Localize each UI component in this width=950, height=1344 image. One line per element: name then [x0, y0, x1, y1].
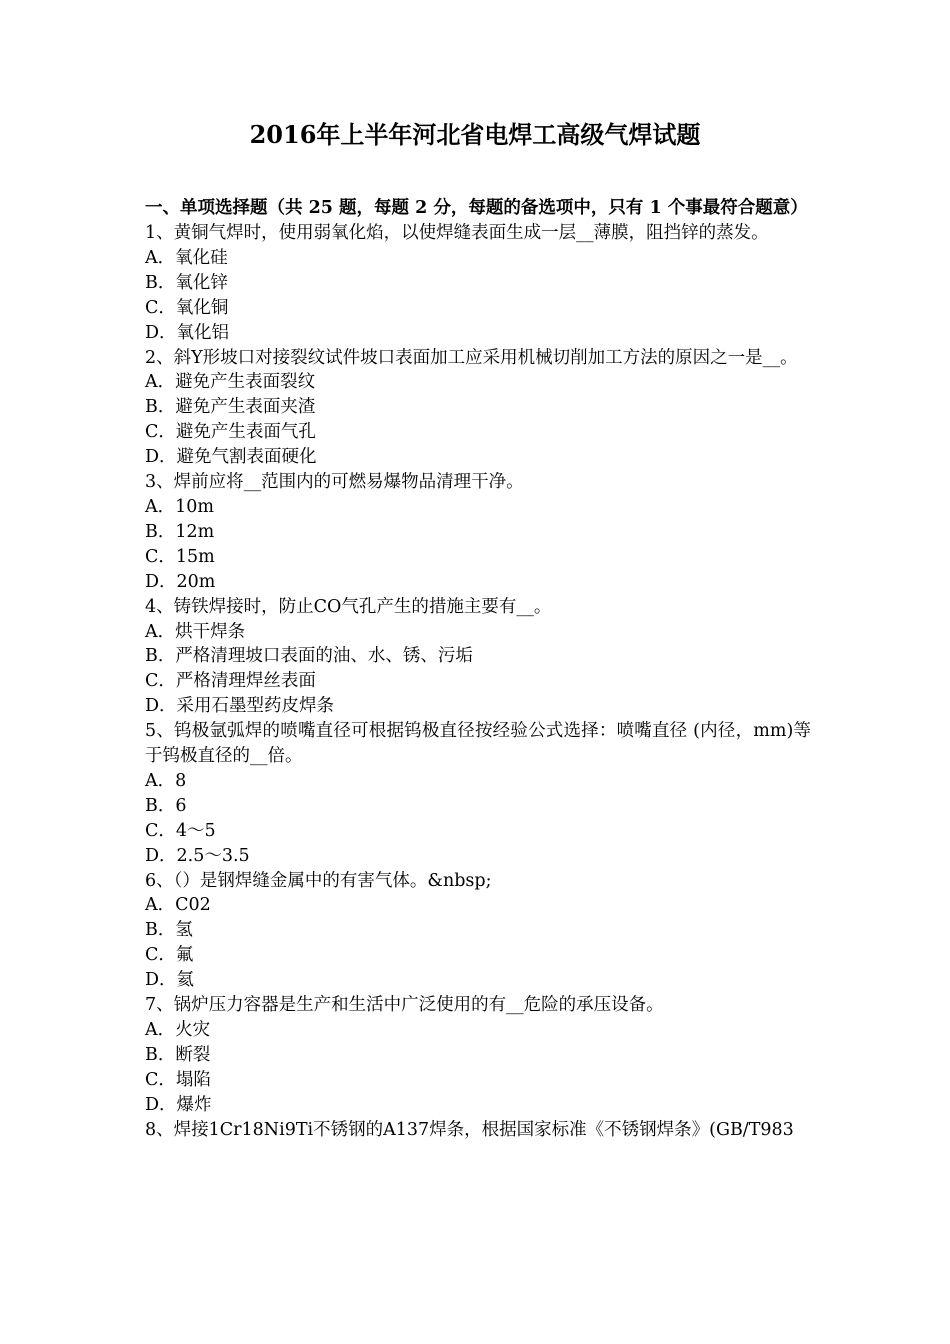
question-8 [145, 1118, 811, 1143]
option-a: A．C02 [145, 895, 211, 916]
question-stem: 3、焊前应将__范围内的可燃易爆物品清理干净。 [145, 472, 524, 493]
option-a: A．火灾 [145, 1020, 211, 1040]
option-a: A．烘干焊条 [145, 621, 246, 642]
option-c: C．氟 [145, 945, 194, 966]
option-b: B．严格清理坡口表面的油、水、锈、污垢 [145, 646, 473, 667]
option-b: B．避免产生表面夹渣 [145, 397, 316, 418]
option-a: A．避免产生表面裂纹 [145, 372, 316, 393]
question-1 [145, 221, 811, 346]
question-2 [145, 346, 811, 471]
option-d: D．避免气割表面硬化 [145, 447, 317, 468]
question-stem: 8、焊接1Cr18Ni9Ti不锈钢的A137焊条，根据国家标准《不锈钢焊条》(GB/T983 [145, 1119, 794, 1140]
option-c: C．避免产生表面气孔 [145, 422, 316, 443]
option-a: A．氧化硅 [145, 247, 228, 268]
option-d: D．爆炸 [145, 1094, 212, 1115]
option-d: D．采用石墨型药皮焊条 [145, 696, 335, 717]
option-c: C．塌陷 [145, 1069, 211, 1090]
option-b: B．氧化锌 [145, 272, 228, 293]
question-5 [145, 719, 811, 868]
question-7 [145, 993, 811, 1118]
option-a: A．10m [145, 496, 215, 517]
question-3 [145, 470, 811, 595]
question-stem: 4、铸铁焊接时，防止CO气孔产生的措施主要有__。 [145, 596, 552, 617]
option-b: B．断裂 [145, 1044, 211, 1065]
question-4 [145, 595, 811, 720]
document-title: 2016年上半年河北省电焊工高级气焊试题 [249, 120, 701, 149]
question-stem: 1、黄铜气焊时，使用弱氧化焰，以使焊缝表面生成一层__薄膜，阻挡锌的蒸发。 [145, 223, 769, 243]
option-b: B．12m [145, 521, 215, 542]
question-stem: 5、钨极氩弧焊的喷嘴直径可根据钨极直径按经验公式选择：喷嘴直径 (内径，mm)等于钨极直径的__倍。 [145, 721, 811, 767]
option-c: C．4～5 [145, 820, 216, 841]
option-d: D．20m [145, 571, 216, 592]
option-c: C．15m [145, 546, 215, 567]
option-d: D．2.5～3.5 [145, 845, 250, 866]
option-c: C．氧化铜 [145, 297, 229, 318]
question-stem: 7、锅炉压力容器是生产和生活中广泛使用的有__危险的承压设备。 [145, 995, 664, 1016]
option-c: C．严格清理焊丝表面 [145, 671, 316, 692]
question-stem: 6、（）是钢焊缝金属中的有害气体。&nbsp; [145, 870, 492, 891]
question-list [145, 196, 811, 1143]
option-d: D．氧化铝 [145, 322, 230, 343]
option-b: B．6 [145, 795, 187, 816]
option-b: B．氢 [145, 920, 193, 941]
section-header: 一、单项选择题（共 25 题，每题 2 分，每题的备选项中，只有 1 个事最符合题意） [145, 198, 808, 218]
question-stem: 2、斜Y形坡口对接裂纹试件坡口表面加工应采用机械切削加工方法的原因之一是__。 [145, 347, 798, 368]
question-6 [145, 869, 811, 994]
option-a: A．8 [145, 770, 187, 791]
option-d: D．氦 [145, 970, 195, 991]
